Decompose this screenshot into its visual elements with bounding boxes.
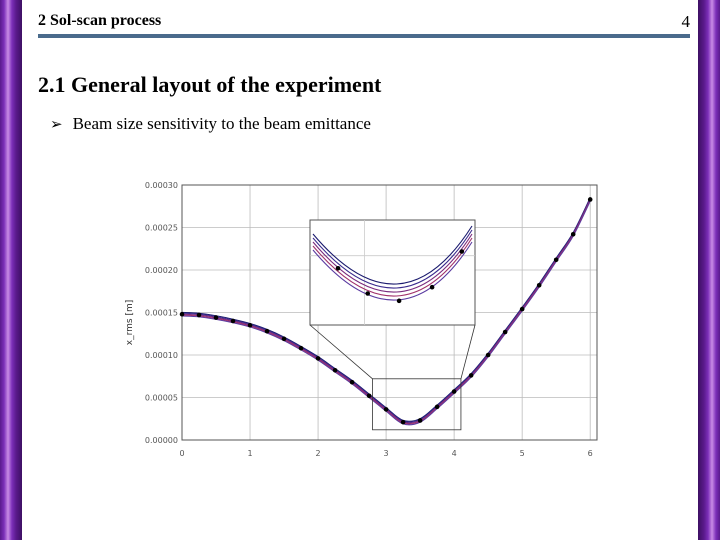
left-decorative-border <box>0 0 22 540</box>
beam-size-chart <box>120 175 610 465</box>
y-tick-label: 0.00010 <box>144 351 178 360</box>
data-point <box>537 283 542 288</box>
x-tick-label: 4 <box>451 449 457 458</box>
data-point <box>452 389 457 394</box>
data-point <box>248 323 253 328</box>
zoom-connector <box>310 325 372 379</box>
y-tick-labels <box>145 181 178 445</box>
data-point <box>265 329 270 334</box>
x-tick-label: 0 <box>179 449 185 458</box>
y-tick-label: 0.00030 <box>144 181 178 190</box>
data-point <box>316 356 321 361</box>
y-tick-label: 0.00020 <box>144 266 178 275</box>
data-point <box>384 407 389 412</box>
page-number: 4 <box>681 12 690 31</box>
data-point <box>520 307 525 312</box>
data-point <box>435 405 440 410</box>
data-point <box>231 319 236 324</box>
data-point <box>367 394 372 399</box>
y-tick-label: 0.00005 <box>144 393 178 403</box>
data-point <box>571 232 576 237</box>
data-point <box>503 330 508 335</box>
data-point <box>299 346 304 351</box>
header-divider <box>38 34 690 38</box>
data-point <box>554 258 559 263</box>
data-point <box>469 373 474 378</box>
x-tick-labels <box>179 449 592 458</box>
y-tick-label: 0.00025 <box>144 223 178 233</box>
x-tick-label: 2 <box>315 449 321 458</box>
data-point <box>214 315 219 320</box>
arrow-bullet-icon: ➢ <box>50 115 63 133</box>
inset-data-point <box>336 266 341 271</box>
data-point <box>418 418 423 423</box>
data-point <box>588 197 593 202</box>
inset-data-point <box>460 249 465 254</box>
data-point <box>197 313 202 318</box>
inset-data-point <box>397 299 402 304</box>
x-tick-label: 1 <box>247 449 253 458</box>
inset-data-point <box>365 291 370 296</box>
data-point <box>486 353 491 358</box>
bullet-item <box>50 114 371 134</box>
x-tick-label: 6 <box>587 449 593 458</box>
data-point <box>401 420 406 425</box>
header-title: 2 Sol-scan process <box>38 12 162 29</box>
bullet-text: Beam size sensitivity to the beam emittance <box>72 114 371 133</box>
y-tick-label: 0.00000 <box>144 436 178 445</box>
zoom-inset <box>310 220 475 430</box>
y-axis-label: x_rms [m] <box>125 299 135 346</box>
x-tick-label: 3 <box>383 449 389 458</box>
right-decorative-border <box>698 0 720 540</box>
x-tick-label: 5 <box>519 449 525 458</box>
inset-data-point <box>430 285 435 290</box>
data-point <box>180 312 185 317</box>
data-point <box>282 337 287 342</box>
y-tick-label: 0.00015 <box>144 308 178 318</box>
zoom-connector <box>461 325 475 379</box>
data-point <box>333 368 338 373</box>
section-title: 2.1 General layout of the experiment <box>38 72 382 97</box>
data-point <box>350 380 355 385</box>
